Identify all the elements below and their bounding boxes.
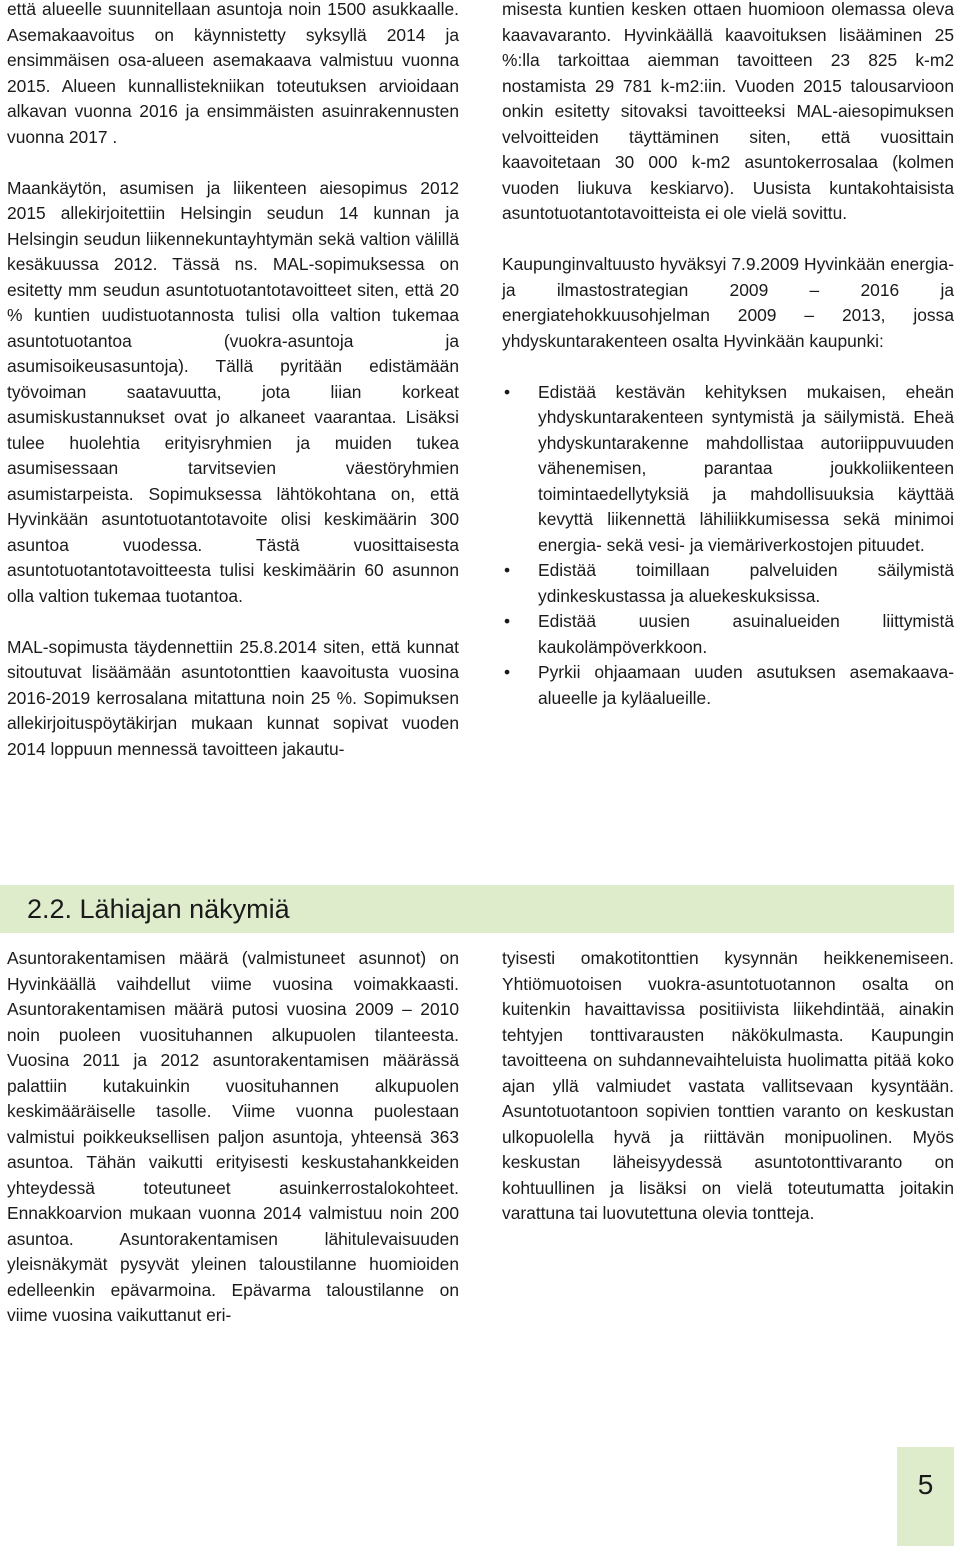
- paragraph: MAL-sopimusta täydennettiin 25.8.2014 siten, että kunnat sitoutuvat lisäämään asuntotonttien kaavoitusta vuosina 2016-2019 kerrosalana mitattuna noin 25 %. Sopimuksen allekirjoituspöytäkirjan mukaan kunnat sopivat vuoden 2014 loppuun mennessä tavoitteen jakautu-: [7, 636, 459, 759]
- paragraph: misesta kuntien kesken ottaen huomioon olemassa oleva kaavavaranto. Hyvinkäällä kaavoituksen lisääminen 25 %:lla tarkoittaa aiemman tavoitteen 23 825 k-m2 nostamista 29 781 k-m2:iin. Vuoden 2015 talousarvioon onkin esitetty sitovaksi tavoitteeksi MAL-aiesopimuksen velvoitteiden täyttäminen siten, että vuosittain kaavoitetaan 30 000 k-m2 asuntokerrosalaa (kolmen vuoden liukuva keskiarvo). Uusista kuntakohtaisista asuntotuotantotavoitteista ei ole vielä sovittu.: [502, 0, 954, 223]
- paragraph: Kaupunginvaltuusto hyväksyi 7.9.2009 Hyvinkään energia- ja ilmastostrategian 2009 – 2016 ja energiatehokkuusohjelman 2009 – 2013, jossa yhdyskuntarakenteen osalta Hyvinkään kaupunki:: [502, 254, 954, 351]
- right-column-bottom: [502, 946, 954, 1227]
- page-number: 5: [917, 1469, 934, 1500]
- paragraph: tyisesti omakotitonttien kysynnän heikkenemiseen. Yhtiömuotoisen vuokra-asuntotuotannon osalta on kuitenkin havaittavissa positiivista liikehdintää, ainakin tehtyjen tonttivarausten näkökulmasta. Kaupungin tavoitteena on suhdannevaihteluista huolimatta pitää koko ajan yllä valmiudet vastata vallitsevaan kysyntään. Asuntotuotantoon sopivien tonttien varanto on keskustan ulkopuolella hyvä ja riittävän monipuolinen. Myös keskustan läheisyydessä asuntotonttivaranto on kohtuullinen ja lisäksi on vielä toteutumatta joitakin varattuna tai luovutettuna olevia tontteja.: [502, 948, 954, 1223]
- page-number-box: [897, 1447, 954, 1546]
- paragraph: että alueelle suunnitellaan asuntoja noin 1500 asukkaalle. Asemakaavoitus on käynnistetty syksyllä 2014 ja ensimmäisen osa-alueen asemakaava valmistuu vuonna 2015. Alueen kunnallistekniikan toteutuksen arvioidaan alkavan vuonna 2016 ja ensimmäisten asuinrakennusten vuonna 2017 .: [7, 0, 459, 147]
- section-heading: 2.2. Lähiajan näkymiä: [27, 894, 290, 924]
- bullet-list: [502, 380, 954, 712]
- list-item: • Edistää kestävän kehityksen mukaisen, eheän yhdyskuntarakenteen syntymistä ja säilymistä. Eheä yhdyskuntarakenne mahdollistaa autoriippuvuuden vähenemisen, parantaa joukkoliikenteen toimintaedellytyksiä ja mahdollisuuksia käyttää kevyttä liikennettä lähiliikkumisessa sekä minimoi energia- sekä vesi- ja viemäriverkostojen pituudet.: [502, 380, 954, 559]
- paragraph: Maankäytön, asumisen ja liikenteen aiesopimus 2012 2015 allekirjoitettiin Helsingin seudun 14 kunnan ja Helsingin seudun liikennekuntayhtymän sekä valtion välillä kesäkuussa 2012. Tässä ns. MAL-sopimuksessa on esitetty mm seudun asuntotuotantotavoitteet siten, että 20 % kuntien uudistuotannosta tulisi olla valtion tukemaa asuntotuotantoa (vuokra-asuntoja ja asumisoikeusasuntoja). Tällä pyritään edistämään työvoiman saatavuutta, jota liian korkeat asumiskustannukset ovat jo alkaneet vaarantaa. Lisäksi tulee huolehtia erityisryhmien ja muiden tukea asumisessaan tarvitsevien väestöryhmien asumistarpeista. Sopimuksessa lähtökohtana on, että Hyvinkään asuntotuotantotavoite olisi keskimäärin 300 asuntoa vuodessa. Tästä vuosittaisesta asuntotuotantotavoitteesta tulisi keskimäärin 60 asunnon olla valtion tukemaa tuotantoa.: [7, 177, 459, 606]
- left-column-bottom: [7, 946, 459, 1329]
- list-item: • Edistää uusien asuinalueiden liittymistä kaukolämpöverkkoon.: [502, 609, 954, 660]
- right-column-top: [502, 0, 954, 711]
- list-item: • Edistää toimillaan palveluiden säilymistä ydinkeskustassa ja aluekeskuksissa.: [502, 558, 954, 609]
- list-item: • Pyrkii ohjaamaan uuden asutuksen asemakaava-alueelle ja kyläalueille.: [502, 660, 954, 711]
- paragraph: Asuntorakentamisen määrä (valmistuneet asunnot) on Hyvinkäällä vaihdellut viime vuosina voimakkaasti. Asuntorakentamisen määrä putosi vuosina 2009 – 2010 noin puoleen vuosituhannen alkupuolen tilanteesta. Vuosina 2011 ja 2012 asuntorakentamisen määrässä palattiin kutakuinkin vuosituhannen alkupuolen keskimääräiselle tasolle. Viime vuonna puolestaan valmistui poikkeuksellisen paljon asuntoja, yhteensä 363 asuntoa. Tähän vaikutti erityisesti keskustahankkeiden yhteydessä toteutuneet asuinkerrostalokohteet. Ennakkoarvion mukaan vuonna 2014 valmistuu noin 200 asuntoa. Asuntorakentamisen lähitulevaisuuden yleisnäkymät pysyvät yleinen taloustilanne huomioiden edelleenkin epävarmoina. Epävarma taloustilanne on viime vuosina vaikuttanut eri-: [7, 948, 459, 1325]
- left-column-top: [7, 0, 459, 762]
